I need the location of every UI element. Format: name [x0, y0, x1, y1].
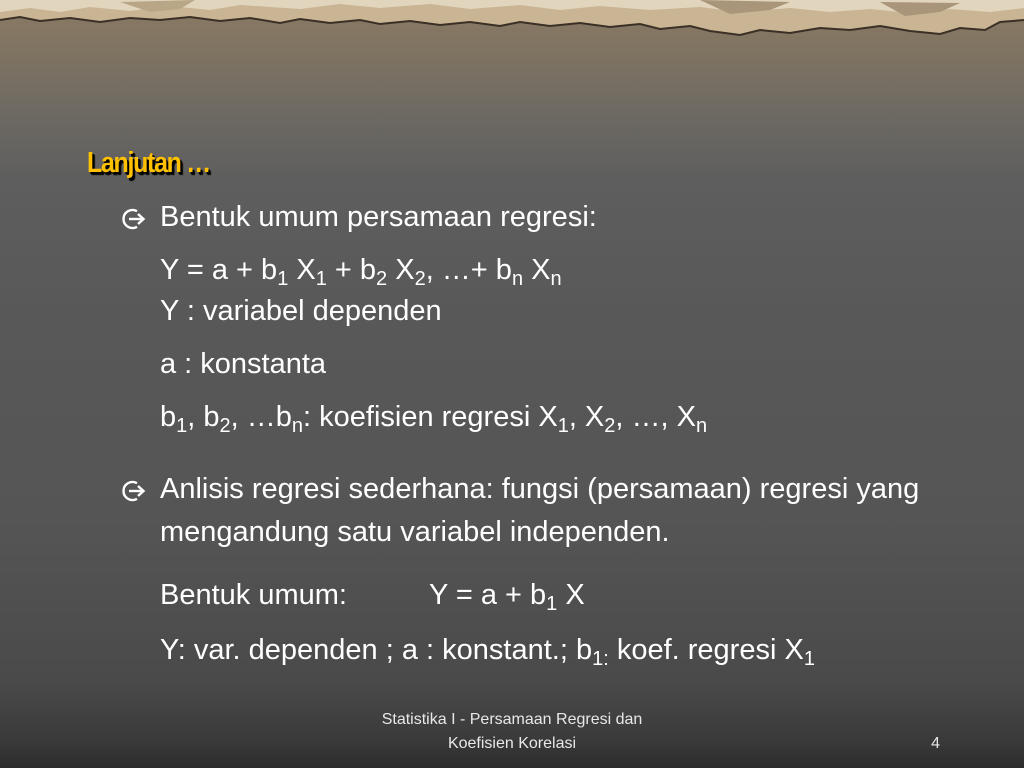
equation-subscript: n — [550, 268, 562, 290]
definition-part: , b — [187, 401, 220, 433]
torn-paper-edge — [0, 0, 1024, 40]
definition-a: a : konstanta — [160, 348, 327, 380]
simple-regression-form — [160, 577, 585, 613]
form-label: Bentuk umum: — [160, 579, 347, 611]
equation-part: X — [523, 254, 551, 286]
regression-equation — [160, 252, 562, 288]
footer-text — [330, 708, 694, 756]
equation-subscript: 2 — [414, 268, 426, 290]
definition-subscript: 2 — [604, 415, 616, 437]
definition-b — [160, 399, 707, 435]
definition-subscript: 1 — [176, 415, 188, 437]
form-equation-subscript: 1 — [546, 593, 558, 615]
equation-subscript: n — [511, 268, 524, 290]
page-number: 4 — [931, 735, 940, 752]
equation-part: + b — [326, 254, 377, 286]
definition-y: Y : variabel dependen — [160, 295, 442, 327]
definition-part: , X — [568, 401, 605, 433]
defs-subscript: 1 — [803, 648, 815, 670]
bullet2-text-line2: mengandung satu variabel independen. — [160, 516, 670, 548]
equation-part: , …+ b — [425, 254, 512, 286]
slide-title: Lanjutan … — [87, 147, 210, 179]
equation-part: X — [288, 254, 316, 286]
arrow-circle-right-icon — [121, 206, 147, 232]
form-equation-part: X — [557, 579, 585, 611]
equation-subscript: 1 — [315, 268, 327, 290]
bullet2-text-line1: Anlisis regresi sederhana: fungsi (persamaan) regresi yang — [160, 473, 920, 505]
definition-part: , …b — [230, 401, 292, 433]
defs-subscript: 1: — [592, 648, 609, 670]
footer-line2: Koefisien Korelasi — [447, 735, 577, 752]
definition-part: b — [160, 401, 177, 433]
arrow-circle-right-icon — [121, 478, 147, 504]
equation-subscript: 1 — [277, 268, 289, 290]
equation-subscript: 2 — [376, 268, 388, 290]
definition-part: : koefisien regresi X — [303, 401, 558, 433]
defs-part: Y: var. dependen ; a : konstant.; b — [160, 634, 593, 666]
definition-subscript: 1 — [557, 415, 569, 437]
definition-subscript: 2 — [219, 415, 231, 437]
definition-subscript: n — [695, 415, 708, 437]
simple-regression-definitions — [160, 632, 815, 668]
form-equation-part: Y = a + b — [428, 579, 547, 611]
equation-part: Y = a + b — [160, 254, 278, 286]
bullet1-intro: Bentuk umum persamaan regresi: — [160, 201, 597, 233]
defs-part: koef. regresi X — [608, 634, 804, 666]
definition-subscript: n — [291, 415, 304, 437]
definition-part: , …, X — [615, 401, 696, 433]
footer-line1: Statistika I - Persamaan Regresi dan — [381, 711, 643, 728]
equation-part: X — [387, 254, 415, 286]
